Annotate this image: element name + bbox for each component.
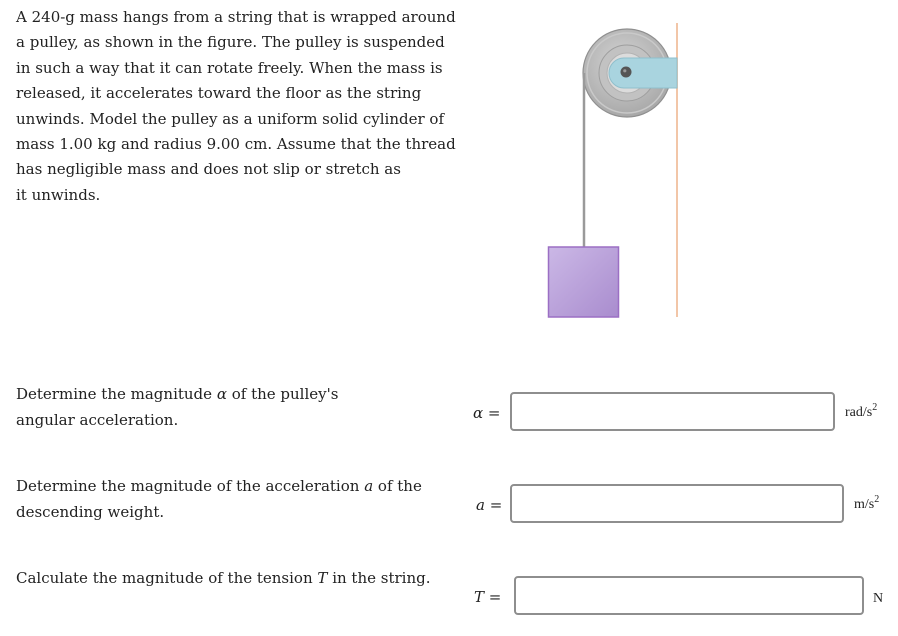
problem-line: has negligible mass and does not slip or stretch as bbox=[16, 160, 401, 179]
t-label: T = bbox=[474, 588, 502, 606]
problem-statement bbox=[16, 5, 456, 208]
problem-line: mass 1.00 kg and radius 9.00 cm. Assume that the thread bbox=[16, 135, 456, 154]
problem-line: unwinds. Model the pulley as a uniform solid cylinder of bbox=[16, 109, 445, 128]
acceleration-input[interactable] bbox=[510, 484, 844, 523]
tension-unit: N bbox=[873, 591, 884, 606]
alpha-unit: rad/$s^2$ bbox=[845, 402, 878, 420]
tension-input[interactable] bbox=[514, 576, 864, 615]
question-tension bbox=[16, 565, 430, 591]
problem-line: it unwinds. bbox=[16, 185, 101, 204]
question-line: Determine the magnitude of the acceleration a of the bbox=[16, 477, 422, 495]
hanging-mass bbox=[549, 247, 619, 317]
problem-line: A 240-g mass hangs from a string that is wrapped around bbox=[16, 8, 456, 26]
question-line: Calculate the magnitude of the tension T in the string. bbox=[16, 569, 431, 587]
alpha-input[interactable] bbox=[510, 392, 835, 431]
question-line: angular acceleration. bbox=[16, 411, 179, 429]
pulley-figure bbox=[540, 18, 690, 323]
question-line: Determine the magnitude α of the pulley's bbox=[16, 385, 339, 403]
a-label: a = bbox=[476, 496, 503, 514]
axle-icon bbox=[621, 67, 632, 78]
acceleration-unit: $m/s^2$ bbox=[854, 494, 880, 512]
question-line: descending weight. bbox=[16, 503, 165, 521]
alpha-label: α = bbox=[473, 404, 501, 422]
question-angular-acceleration bbox=[16, 381, 338, 433]
problem-line: a pulley, as shown in the figure. The pulley is suspended bbox=[16, 33, 445, 52]
question-acceleration bbox=[16, 473, 422, 525]
pulley-bracket bbox=[609, 58, 677, 88]
problem-line: in such a way that it can rotate freely. When the mass is bbox=[16, 58, 443, 77]
problem-line: released, it accelerates toward the floor as the string bbox=[16, 84, 422, 103]
